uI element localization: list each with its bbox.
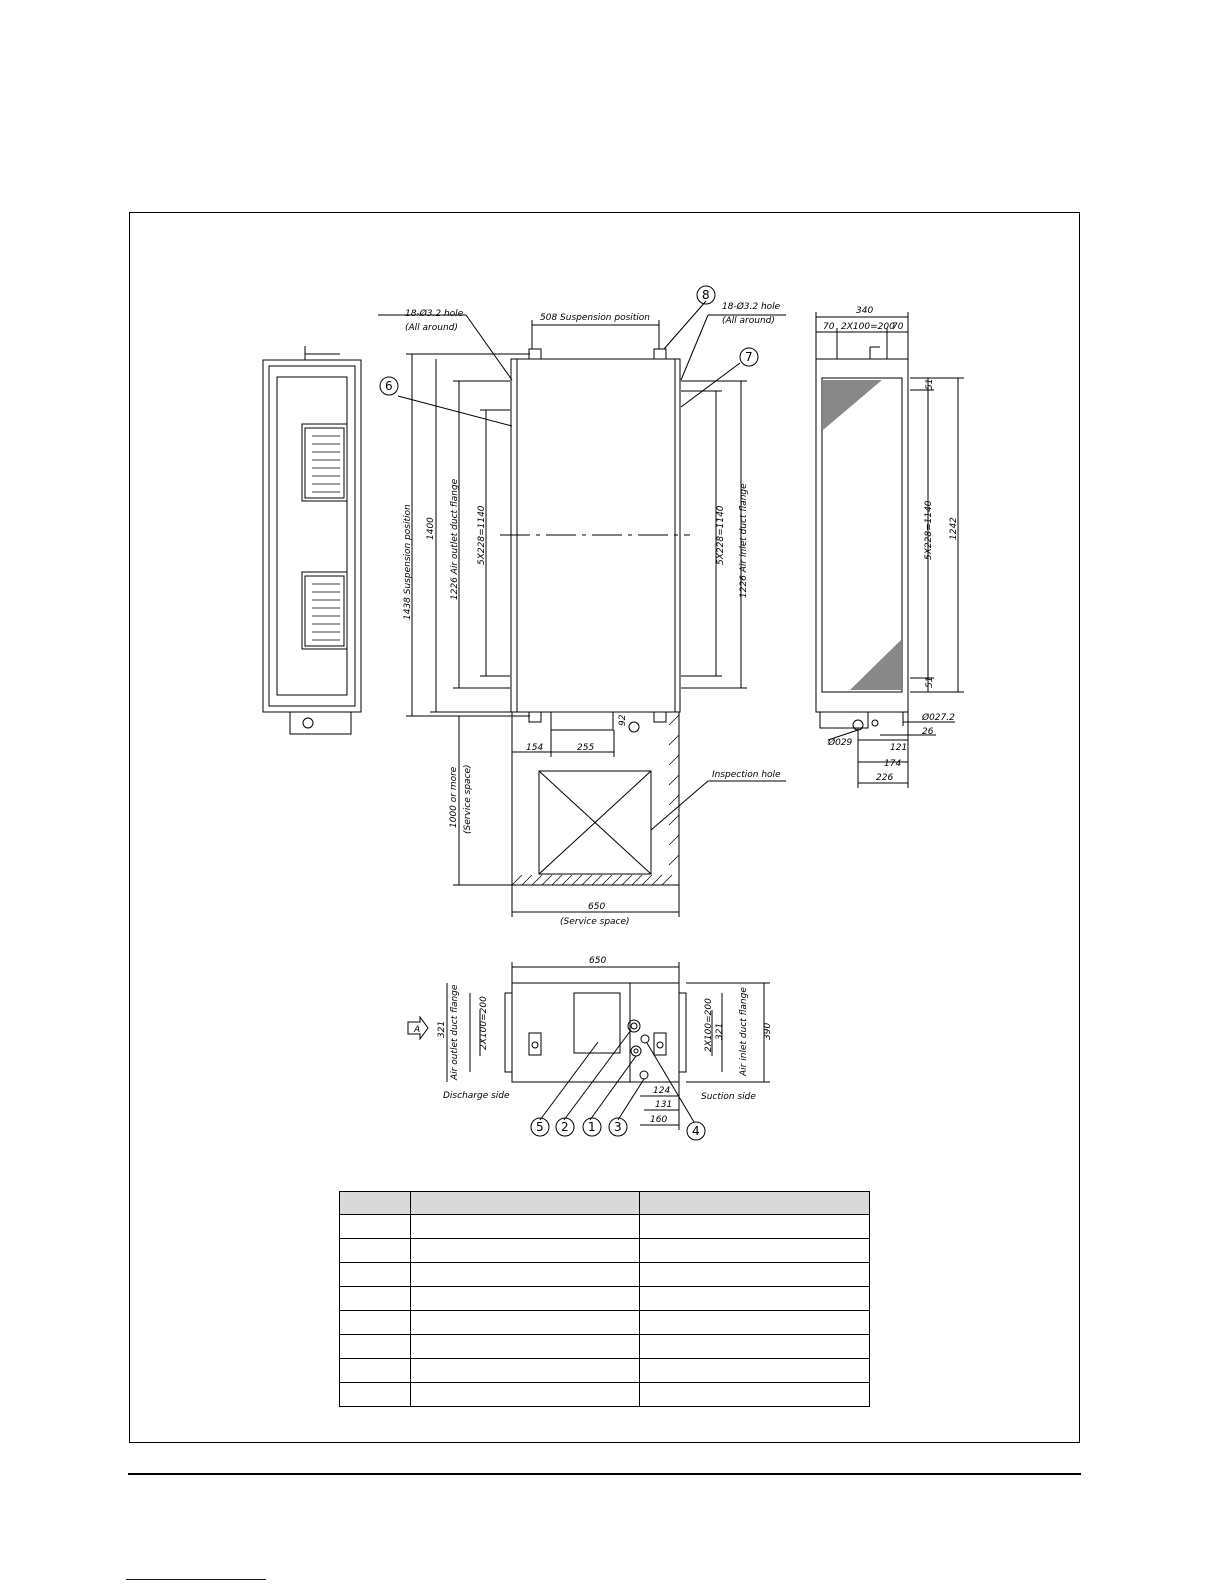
inspection-hole-label: Inspection hole <box>712 770 781 780</box>
callout-7-label: 7 <box>745 350 753 364</box>
table-row <box>340 1239 870 1263</box>
inlet-pitch-front: 2X100=200 <box>704 998 714 1052</box>
dim-70a: 70 <box>823 322 835 332</box>
side-pitch-dim: 5X228=1140 <box>924 500 934 560</box>
footer-rule <box>128 1473 1081 1475</box>
discharge-side-label: Discharge side <box>443 1091 510 1101</box>
callouts <box>380 286 758 1140</box>
view-a-label: A <box>414 1025 421 1035</box>
service-depth-note: (Service space) <box>463 764 473 834</box>
fan-side-view <box>263 346 361 734</box>
dim-1242: 1242 <box>949 517 959 540</box>
table-header-row <box>340 1192 870 1215</box>
inlet-flange-label: Air inlet duct flange <box>739 987 749 1076</box>
table-row <box>340 1311 870 1335</box>
dim-029: Ø029 <box>828 738 853 748</box>
dim-26: 26 <box>922 727 934 737</box>
dim-174: 174 <box>884 759 902 769</box>
callout-6-label: 6 <box>385 379 393 393</box>
inlet-flange-dim: 1226 Air inlet duct flange <box>739 483 749 598</box>
outlet-flange-dim: 1226 Air outlet duct flange <box>450 478 460 600</box>
service-width-dim: 650 <box>588 902 606 912</box>
callout-1-label: 1 <box>588 1120 596 1134</box>
hole-right-label: 18-Ø3.2 hole <box>722 302 781 312</box>
dim-255: 255 <box>577 743 595 753</box>
bottom-link-underline[interactable] <box>126 1578 266 1580</box>
callout-3-label: 3 <box>614 1120 622 1134</box>
dim-51a: 51 <box>925 378 935 390</box>
dim-124: 124 <box>653 1086 671 1096</box>
table-row <box>340 1287 870 1311</box>
fan-upper <box>302 424 347 501</box>
service-depth-dim: 1000 or more <box>449 766 459 828</box>
callout-2-label: 2 <box>561 1120 569 1134</box>
dim-70b: 70 <box>892 322 904 332</box>
callout-8-label: 8 <box>702 288 710 302</box>
front-view <box>408 962 770 1130</box>
table-row <box>340 1215 870 1239</box>
overall-length-dim: 1400 <box>426 517 436 540</box>
top-view <box>378 301 786 917</box>
dim-340: 340 <box>856 306 874 316</box>
suspension-length-dim: 1438 Suspension position <box>403 504 413 620</box>
dim-131: 131 <box>655 1100 673 1110</box>
inlet-pitch-dim: 5X228=1140 <box>716 505 726 565</box>
hole-right-note: (All around) <box>722 316 775 326</box>
parts-table <box>339 1191 870 1407</box>
table-row <box>340 1335 870 1359</box>
table-row <box>340 1359 870 1383</box>
dim-390: 390 <box>763 1022 773 1040</box>
dim-154: 154 <box>526 743 544 753</box>
outlet-pitch-dim: 5X228=1140 <box>477 505 487 565</box>
dim-226: 226 <box>876 773 894 783</box>
dim-121: 121 <box>890 743 908 753</box>
dim-51b: 51 <box>925 676 935 688</box>
dim-pitch: 2X100=200 <box>841 322 895 332</box>
dim-160: 160 <box>650 1115 668 1125</box>
suction-side-label: Suction side <box>701 1092 756 1102</box>
callout-4-label: 4 <box>692 1124 700 1138</box>
table-row <box>340 1383 870 1407</box>
outlet-flange-label: Air outlet duct flange <box>450 984 460 1080</box>
outlet-pitch-front: 2X100=200 <box>479 996 489 1050</box>
suspension-width-dim: 508 Suspension position <box>540 313 651 323</box>
fan-lower <box>302 572 347 649</box>
table-row <box>340 1263 870 1287</box>
front-dim-650: 650 <box>589 956 607 966</box>
hole-left-note: (All around) <box>405 323 458 333</box>
outlet-321-dim: 321 <box>437 1020 447 1038</box>
service-width-note: (Service space) <box>560 917 630 927</box>
inlet-321-dim: 321 <box>715 1022 725 1040</box>
hole-left-label: 18-Ø3.2 hole <box>405 309 464 319</box>
dim-92: 92 <box>618 714 628 726</box>
callout-5-label: 5 <box>536 1120 544 1134</box>
dim-027: Ø027.2 <box>922 713 955 723</box>
